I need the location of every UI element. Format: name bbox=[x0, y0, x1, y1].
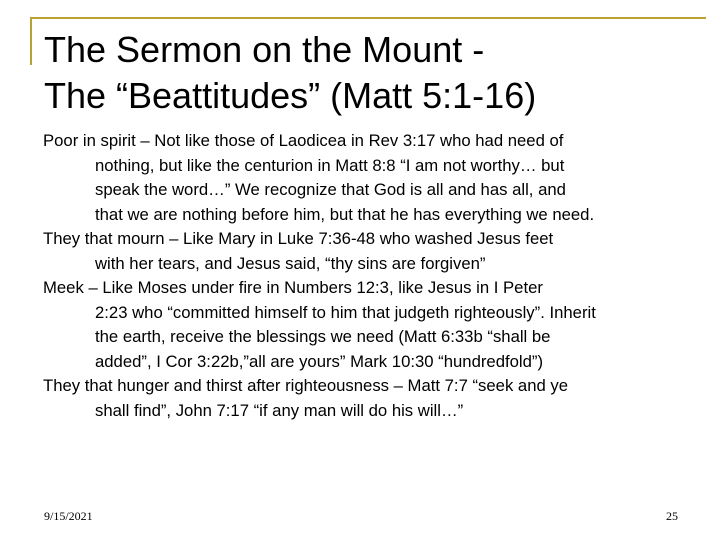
paragraph-line: shall find”, John 7:17 “if any man will do his will…” bbox=[95, 400, 464, 420]
paragraph-line: Meek – Like Moses under fire in Numbers 12:3, like Jesus in I Peter bbox=[43, 278, 543, 297]
paragraph-they-that-mourn bbox=[43, 227, 683, 276]
paragraph-line: added”, I Cor 3:22b,”all are yours” Mark 10:30 “hundredfold”) bbox=[95, 351, 544, 371]
paragraph-line: that we are nothing before him, but that he has everything we need. bbox=[95, 204, 595, 224]
paragraph-hunger-and-thirst bbox=[43, 374, 683, 423]
paragraph-line: 2:23 who “committed himself to him that judgeth righteously”. Inherit bbox=[95, 302, 596, 322]
paragraph-line: They that mourn – Like Mary in Luke 7:36-48 who washed Jesus feet bbox=[43, 229, 554, 248]
paragraph-line: speak the word…” We recognize that God is all and has all, and bbox=[95, 180, 566, 199]
paragraph-line: the earth, receive the blessings we need (Matt 6:33b “shall be bbox=[95, 327, 551, 346]
slide-title bbox=[44, 27, 704, 119]
paragraph-line: Poor in spirit – Not like those of Laodicea in Rev 3:17 who had need of bbox=[43, 131, 564, 150]
paragraph-line: They that hunger and thirst after righteousness – Matt 7:7 “seek and ye bbox=[43, 376, 569, 395]
paragraph-meek bbox=[43, 276, 683, 374]
footer-page-number: 25 bbox=[666, 509, 678, 523]
paragraph-line: with her tears, and Jesus said, “thy sins are forgiven” bbox=[95, 253, 486, 273]
paragraph-poor-in-spirit bbox=[43, 129, 683, 227]
title-line: The Sermon on the Mount - bbox=[44, 29, 485, 70]
paragraph-line: nothing, but like the centurion in Matt 8:8 “I am not worthy… but bbox=[95, 155, 565, 175]
frame-left-line bbox=[30, 17, 32, 65]
title-line: The “Beattitudes” (Matt 5:1-16) bbox=[44, 75, 537, 116]
footer-date: 9/15/2021 bbox=[44, 509, 93, 523]
slide-body bbox=[43, 129, 683, 423]
frame-top-line bbox=[30, 17, 706, 19]
